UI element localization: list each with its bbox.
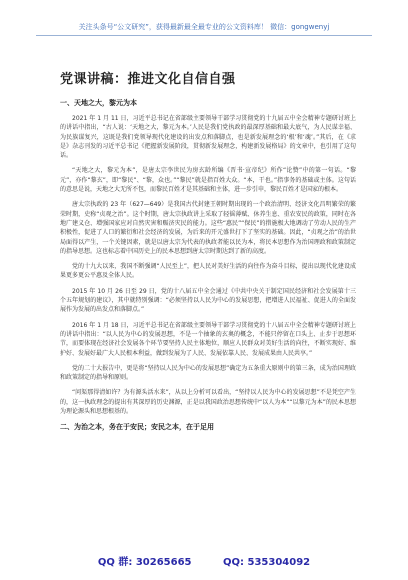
header-banner: 关注头条号“公文研究”，获得最新最全最专业的公文资料库！ 微信：gongwenyj (36, 22, 372, 36)
paragraph: 唐太宗执政的 23 年（627—649）是我国古代封建王朝时期出现的一个政治清明、经济文化昌明繁荣的繁荣时期，史称“贞观之治”。这个时期，唐太宗执政讲上采取了轻徭薄赋、休养生息、重农安民的政策，同时在各地广建义仓、增强国家应对自然灾害和赈济灾民的能力。这些“惠民”“保民”的措施极大地调动了劳动人民的生产积极性，促进了人口的繁衍和社会经济的发展，为后来的开元盛世打下了坚实的基础。因此，“贞观之治”的治世局面得以产生，一个关键因素，就是以唐太宗为代表的执政者能以民为本，将民本思想作为治国理政和政策制定的指导思想。这也标志着中国历史上的民本思想到唐太宗时期达到了新的高度。 (60, 201, 356, 255)
paragraph: 2016 年 1 月 18 日，习近平总书记在省部级主要领导干部学习贯彻党的十八届五中全会精神专题研讨班上的讲话中指出：“以人民为中心的发展思想，不是一个抽象的玄奥的概念，不能只停留在口头上、止步于思想环节，而要体现在经济社会发展各个环节要坚持人民主体地位，顺应人民群众对美好生活的向往，不断实现好、维护好、发展好最广大人民根本利益，做到发展为了人民、发展依靠人民、发展成果由人民共享。” (60, 321, 356, 357)
paragraph: 2021 年 1 月 11 日，习近平总书记在省部级主要领导干部学习贯彻党的十九届五中全会精神专题研讨班上的讲话中指出，“古人说：‘天地之大，黎元为本。’人民是我们党执政的最深厚基础和最大底气，为人民谋幸福、为民族谋复兴，这既是我们党领导现代化建设的出发点和落脚点，也是新发展理念的‘根’和‘魂’。”其后，在《求是》杂志刊发的习近平总书记《把握新发展阶段，贯彻新发展理念，构建新发展格局》的文章中，也引用了这句话。 (60, 115, 356, 160)
section-heading-1: 一、天地之大，黎元为本 (60, 99, 137, 107)
paragraph: “问渠那得清如许？为有源头活水来”，从以上分析可以看出，“坚持以人民为中心的发展思想”不是凭空产生的，这一执政理念的提出有其深厚的历史渊源，正是以我国政治思想传统中“以人为本”“以黎元为本”的民本思想为理论源头和思想根基的。 (60, 389, 356, 416)
footer-contact (0, 553, 408, 568)
page-title: 党课讲稿：推进文化自信自强 (60, 72, 236, 87)
qq-group-text: QQ 群: 30265665 (97, 557, 192, 568)
paragraph: 党的十九大以来，我国不断强调“人民至上”，把人民对美好生活的向往作为奋斗目标，提出以现代化建设成果更多更公平惠及全体人民。 (60, 263, 356, 280)
section-heading-2: 二、为治之本，务在于安民；安民之本，在于足用 (60, 423, 214, 432)
paragraph: 2015 年 10 月 26 日至 29 日，党的十八届五中全会通过《中共中央关于制定国民经济和社会发展第十三个五年规划的建议》，其中就特别强调：“必须坚持以人民为中心的发展思想，把增进人民福祉、促进人的全面发展作为发展的出发点和落脚点。” (60, 287, 356, 314)
paragraph: 党的二十大报告中，更是将“坚持以人民为中心的发展思想”确定为五条重大原则中的第三条，成为治国理政和政策制定的指导和原则。 (60, 364, 356, 382)
qq-number-text: QQ: 535304092 (223, 557, 311, 568)
document-body (60, 96, 356, 531)
paragraph: “天地之大，黎元为本”，是唐太宗李世民为房玄龄所编《晋书·宣帝纪》所作“论赞”中的第一句话。“黎元”，亦作“黎玄”，即“黎民”、“黎，众也。”“黎民”就是指百姓大众。“本，干也。”指事务的基础或主体。这句话的意思是说，天地之大无所不包，而黎民百姓才是其基础和主体，进一步引申，黎民百姓才是国家的根本。 (60, 167, 356, 194)
